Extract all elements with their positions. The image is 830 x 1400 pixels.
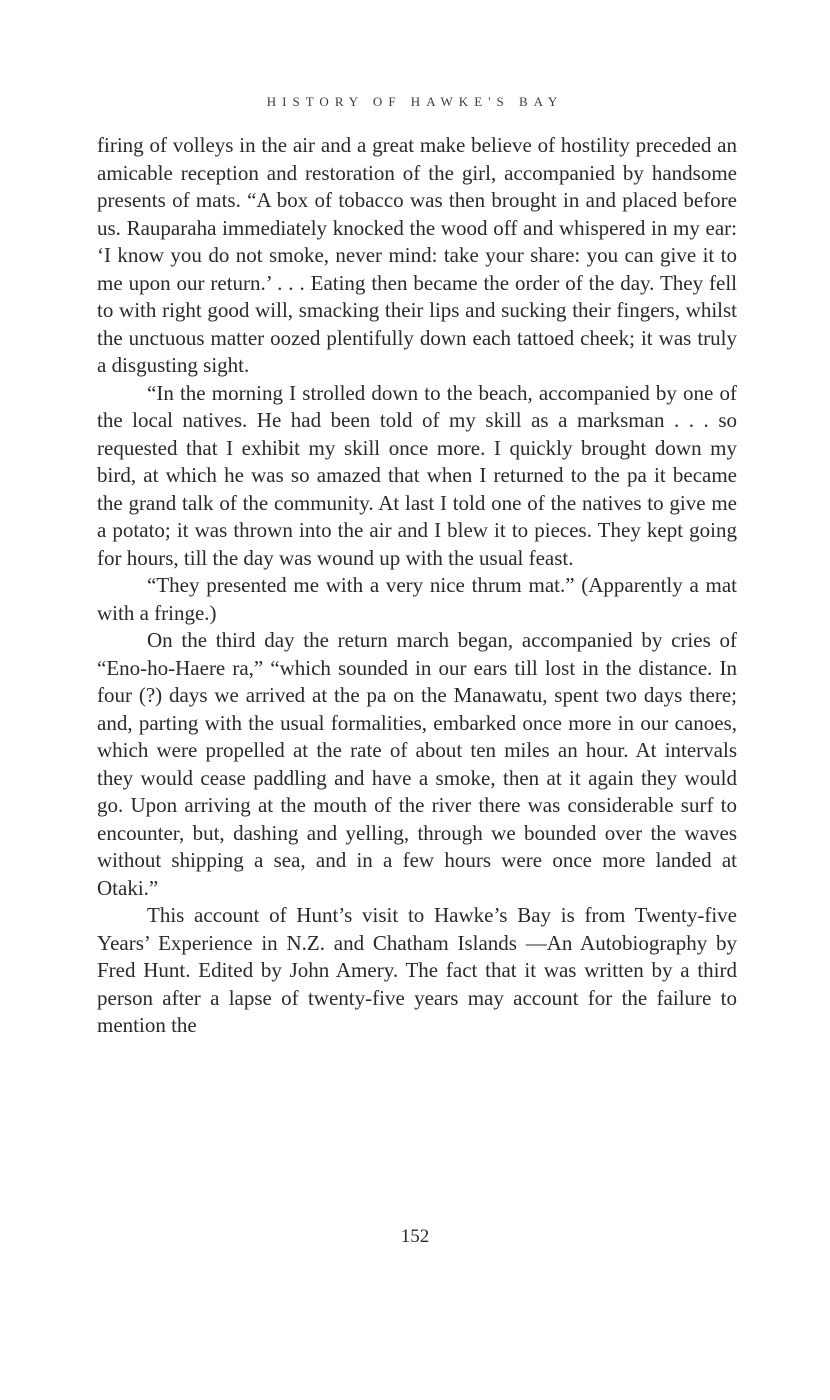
- page-number: 152: [400, 1226, 430, 1247]
- paragraph-source-note: This account of Hunt’s visit to Hawke’s Bay is from Twenty-five Years’ Experience in N.Z. and Chatham Islands —An Autobiography by Fred Hunt. Edited by John Amery. The fact that it was written by a third person after a lapse of twenty-five years may account for the failure to mention the: [97, 903, 737, 1037]
- running-head: HISTORY OF HAWKE'S BAY: [266, 94, 564, 109]
- paragraph-thrum-mat: “They presented me with a very nice thrum mat.” (Apparently a mat with a fringe.): [97, 573, 737, 625]
- paragraph-morning-beach: “In the morning I strolled down to the beach, accompanied by one of the local natives. He had been told of my skill as a marksman . . . so requested that I exhibit my skill once more. I quickly brought down my bird, at which he was so amazed that when I returned to the pa it became the grand talk of the community. At last I told one of the natives to give me a potato; it was thrown into the air and I blew it to pieces. They kept going for hours, till the day was wound up with the usual feast.: [97, 380, 737, 570]
- body-text: [97, 132, 737, 1040]
- paragraph-continued: firing of volleys in the air and a great make believe of hostility preceded an amicable reception and restoration of the girl, accompanied by handsome presents of mats. “A box of tobacco was then brought in and placed before us. Rauparaha immediately knocked the wood off and whispered in my ear: ‘I know you do not smoke, never mind: take your share: you can give it to me upon our return.’ . . . Eating then became the order of the day. They fell to with right good will, smacking their lips and sucking their fingers, whilst the unctuous matter oozed plentifully down each tattoed cheek; it was truly a disgusting sight.: [97, 133, 737, 377]
- paragraph-return-march: On the third day the return march began, accompanied by cries of “Eno-ho-Haere ra,” “which sounded in our ears till lost in the distance. In four (?) days we arrived at the pa on the Manawatu, spent two days there; and, parting with the usual formalities, embarked once more in our canoes, which were propelled at the rate of about ten miles an hour. At intervals they would cease paddling and have a smoke, then at it again they would go. Upon arriving at the mouth of the river there was considerable surf to encounter, but, dashing and yelling, through we bounded over the waves without shipping a sea, and in a few hours were once more landed at Otaki.”: [97, 628, 737, 900]
